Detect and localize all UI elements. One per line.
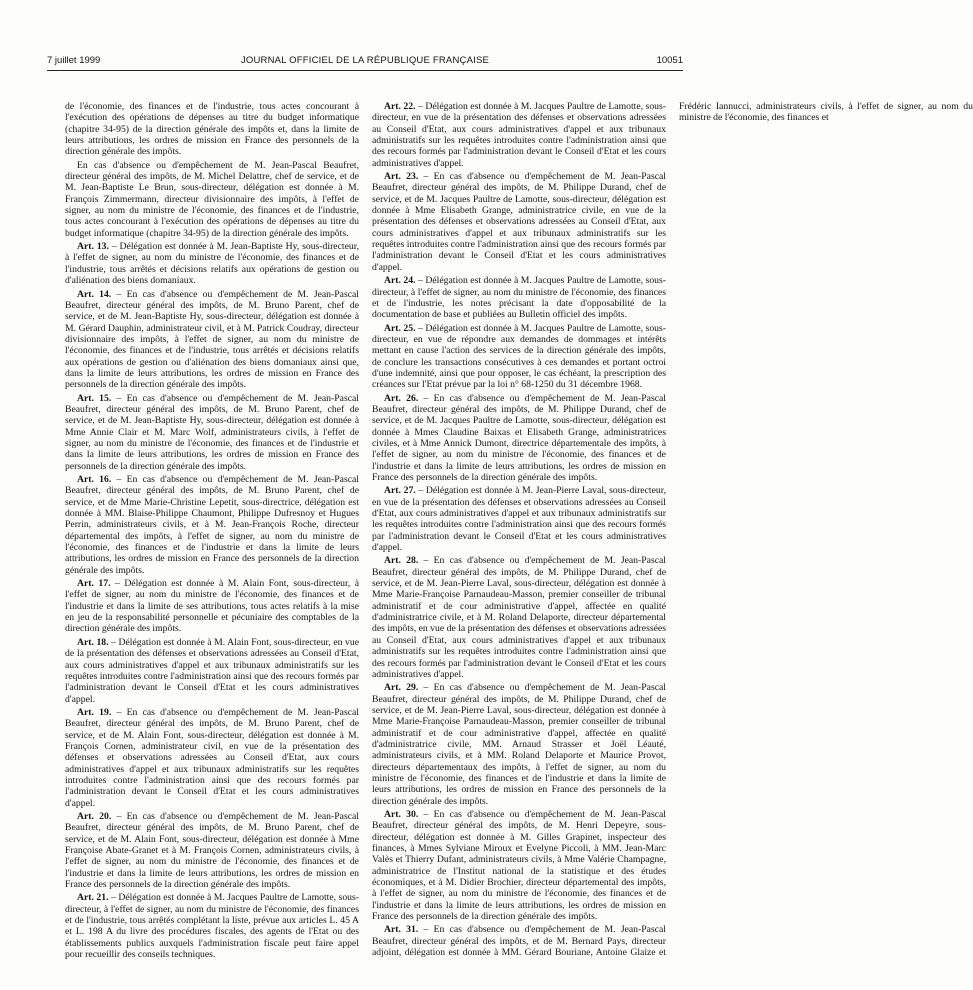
article-text: Délégation est donnée à M. Alain Font, sous-directeur, en vue de la présentation des défenses et observations adressées au Conseil d'Etat, aux cours administratives d'appel et aux tribunaux administratifs sur les requêtes introduites contre l'administration ainsi que des recours formés par l'administration devant le Conseil d'Etat et les cours administratives d'appel. [65, 636, 359, 705]
article-paragraph: Art. 26. – En cas d'absence ou d'empêchement de M. Jean-Pascal Beaufret, directeur général des impôts, de M. Philippe Durand, chef de service, et de M. Jacques Paultre de Lamotte, sous-directeur, délégation est donnée à Mmes Claudine Baixas et Elisabeth Grange, administratrices civiles, et à Mme Annick Dumont, directrice départementale des impôts, à l'effet de signer, au nom du ministre de l'économie, des finances et de l'industrie et dans la limite de leurs attributions, les ordres de mission en France des personnels de la direction générale des impôts. [372, 392, 667, 483]
article-paragraph: Art. 19. – En cas d'absence ou d'empêchement de M. Jean-Pascal Beaufret, directeur général des impôts, de M. Bruno Parent, chef de service, et de M. Alain Font, sous-directeur, délégation est donnée à M. François Cornen, administrateur civil, en vue de la présentation des défenses et observations adressées au Conseil d'Etat, aux cours administratives d'appel et aux tribunaux administratifs sur les requêtes introduites contre l'administration ainsi que des recours formés par l'administration devant le Conseil d'Etat et les cours administratives d'appel. [65, 706, 360, 809]
article-label: Art. 25. [384, 322, 416, 334]
article-text: Délégation est donnée à M. Jean-Pierre Laval, sous-directeur, en vue de la présentation des défenses et observations adressées au Conseil d'Etat, aux cours administratives d'appel et aux tribunaux administratifs sur les requêtes introduites contre l'administration ainsi que des recours formés par l'administration devant le Conseil d'Etat et les cours administratives d'appel. [372, 485, 666, 554]
article-text: En cas d'absence ou d'empêchement de M. Jean-Pascal Beaufret, directeur général des impôts, de M. Bruno Parent, chef de service, et de Mme Marie-Christine Lepetit, sous-directrice, délégation est donnée à MM. Blaise-Philippe Chaumont, Philippe Dufresnoy et Hugues Perrin, administrateurs civils, et à M. Jean-François Roche, directeur départemental des impôts, à l'effet de signer, au nom du ministre de l'économie, des finances et de l'industrie et dans la limite de leurs attributions, les ordres de mission en France des personnels de la direction générale des impôts. [65, 474, 360, 576]
article-paragraph: Art. 23. – En cas d'absence ou d'empêchement de M. Jean-Pascal Beaufret, directeur général des impôts, de M. Philippe Durand, chef de service, et de M. Jacques Paultre de Lamotte, sous-directeur, délégation est donnée à Mme Elisabeth Grange, administratrice civile, en vue de la présentation des défenses et observations adressées au Conseil d'Etat, aux cours administratives d'appel et aux tribunaux administratifs sur les requêtes introduites contre l'administration ainsi que des recours formés par l'administration devant le Conseil d'Etat et les cours administratives d'appel. [372, 171, 667, 273]
page-number: 10051 [656, 55, 683, 66]
article-label: Art. 29. [384, 682, 419, 694]
article-columns [65, 101, 973, 981]
page-header [47, 54, 683, 68]
article-paragraph: Art. 16. – En cas d'absence ou d'empêchement de M. Jean-Pascal Beaufret, directeur général des impôts, de M. Bruno Parent, chef de service, et de Mme Marie-Christine Lepetit, sous-directrice, délégation est donnée à MM. Blaise-Philippe Chaumont, Philippe Dufresnoy et Hugues Perrin, administrateurs civils, et à M. Jean-François Roche, directeur départemental des impôts, à l'effet de signer, au nom du ministre de l'économie, des finances et de l'industrie et dans la limite de leurs attributions, les ordres de mission en France des personnels de la direction générale des impôts. [65, 474, 360, 576]
header-rule [47, 70, 683, 71]
article-paragraph: Art. 22. – Délégation est donnée à M. Jacques Paultre de Lamotte, sous-directeur, en vue de la présentation des défenses et observations adressées au Conseil d'Etat, aux cours administratives d'appel et aux tribunaux administratifs sur les requêtes introduites contre l'administration ainsi que des recours formés par l'administration devant le Conseil d'Etat et les cours administratives d'appel. [372, 101, 667, 169]
article-paragraph: Art. 27. – Délégation est donnée à M. Jean-Pierre Laval, sous-directeur, en vue de la présentation des défenses et observations adressées au Conseil d'Etat, aux cours administratives d'appel et aux tribunaux administratifs sur les requêtes introduites contre l'administration ainsi que des recours formés par l'administration devant le Conseil d'Etat et les cours administratives d'appel. [372, 485, 666, 554]
article-text: En cas d'absence ou d'empêchement de M. Jean-Pascal Beaufret, directeur général des impôts, de M. Henri Depeyre, sous-directeur, délégation est donnée à M. Gilles Grapinet, inspecteur des finances, à Mmes Sylviane Miroux et Evelyne Piccoli, à MM. Jean-Marc Valès et Thierry Dufant, administrateurs civils, à Mme Valérie Champagne, administratrice de l'Institut national de la statistique et des études économiques, et à M. Didier Brochier, directeur départemental des impôts, à l'effet de signer, au nom du ministre de l'économie, des finances et de l'industrie et dans la limite de leurs attributions, les ordres de mission en France des personnels de la direction générale des impôts. [372, 808, 667, 923]
article-text: En cas d'absence ou d'empêchement de M. Jean-Pascal Beaufret, directeur général des impôts, de M. Bruno Parent, chef de service, et de M. Jean-Baptiste Hy, sous-directeur, délégation est donnée à M. Gérard Dauphin, administrateur civil, et à M. Patrick Coudray, directeur divisionnaire des impôts, à l'effet de signer, au nom du ministre de l'économie, des finances et de l'industrie, tous arrêtés et décisions relatifs aux opérations de gestion ou d'aliénation des biens domaniaux ainsi que, dans la limite de leurs attributions, les ordres de mission en France des personnels de la direction générale des impôts. [65, 288, 360, 391]
article-label: Art. 14. [77, 288, 112, 300]
article-text: En cas d'absence ou d'empêchement de M. Jean-Pascal Beaufret, directeur général des impôts, de M. Bruno Parent, chef de service, et de M. Alain Font, sous-directeur, délégation est donnée à Mme Françoise Abate-Granet et à M. François Cornen, administrateurs civils, à l'effet de signer, au nom du ministre de l'économie, des finances et de l'industrie et dans la limite de leurs attributions, les ordres de mission en France des personnels de la direction générale des impôts. [65, 810, 360, 891]
article-paragraph: Art. 21. – Délégation est donnée à M. Jacques Paultre de Lamotte, sous-directeur, à l'effet de signer, au nom du ministre de l'économie, des finances et de l'industrie, tous arrêtés complétant la liste, prévue aux articles L. 45 A et L. 198 A du livre des procédures fiscales, des agents de l'Etat ou des établissements publics auxquels l'administration fiscale peut faire appel pour recueillir des conseils techniques. [65, 892, 360, 961]
article-paragraph: Art. 31. – En cas d'absence ou d'empêchement de M. Jean-Pascal Beaufret, directeur général des impôts, et de M. Bernard Pays, directeur adjoint, délégation est donnée à MM. Gérard Bouriane, Antoine Glaize et Frédéric Iannucci, administrateurs civils, à l'effet de signer, au nom du ministre de l'économie, des finances et [372, 101, 973, 959]
article-label: Art. 13. [77, 241, 109, 253]
article-paragraph: Art. 20. – En cas d'absence ou d'empêchement de M. Jean-Pascal Beaufret, directeur général des impôts, de M. Bruno Parent, chef de service, et de M. Alain Font, sous-directeur, délégation est donnée à Mme Françoise Abate-Granet et à M. François Cornen, administrateurs civils, à l'effet de signer, au nom du ministre de l'économie, des finances et de l'industrie et dans la limite de leurs attributions, les ordres de mission en France des personnels de la direction générale des impôts. [65, 810, 360, 891]
article-paragraph: Art. 18. – Délégation est donnée à M. Alain Font, sous-directeur, en vue de la présentation des défenses et observations adressées au Conseil d'Etat, aux cours administratives d'appel et aux tribunaux administratifs sur les requêtes introduites contre l'administration ainsi que des recours formés par l'administration devant le Conseil d'Etat et les cours administratives d'appel. [65, 636, 359, 705]
article-text: En cas d'absence ou d'empêchement de M. Jean-Pascal Beaufret, directeur général des impôts, de M. Philippe Durand, chef de service, et de M. Jacques Paultre de Lamotte, sous-directeur, délégation est donnée à Mme Elisabeth Grange, administratrice civile, en vue de la présentation des défenses et observations adressées au Conseil d'Etat, aux cours administratives d'appel et aux tribunaux administratifs sur les requêtes introduites contre l'administration ainsi que des recours formés par l'administration devant le Conseil d'Etat et les cours administratives d'appel. [372, 171, 667, 273]
paragraph [65, 160, 359, 239]
article-text: En cas d'absence ou d'empêchement de M. Jean-Pascal Beaufret, directeur général des impôts, de M. Philippe Durand, chef de service, et de M. Jean-Pierre Laval, sous-directeur, délégation est donnée à Mme Marie-Françoise Parnaudeau-Masson, premier conseiller de tribunal administratif et de cour administrative d'appel, affectée en qualité d'administratrice civile, et à M. Roland Delaporte, directeur départemental des impôts, en vue de la présentation des défenses et observations adressées au Conseil d'Etat, aux cours administratives d'appel et aux tribunaux administratifs sur les requêtes introduites contre l'administration ainsi que des recours formés par l'administration devant le Conseil d'Etat et les cours administratives d'appel. [372, 555, 667, 680]
article-paragraph: Art. 17. – Délégation est donnée à M. Alain Font, sous-directeur, à l'effet de signer, au nom du ministre de l'économie, des finances et de l'industrie et dans la limite de ses attributions, tous actes relatifs à la mise en jeu de la responsabilité personnelle et pécuniaire des comptables de la direction générale des impôts. [65, 578, 359, 635]
article-label: Art. 26. [384, 392, 419, 404]
article-text: Délégation est donnée à M. Jacques Paultre de Lamotte, sous-directeur, à l'effet de signer, au nom du ministre de l'économie, des finances et de l'industrie, tous arrêtés complétant la liste, prévue aux articles L. 45 A et L. 198 A du livre des procédures fiscales, des agents de l'Etat ou des établissements publics auxquels l'administration fiscale peut faire appel pour recueillir des conseils techniques. [65, 892, 360, 961]
article-label: Art. 16. [77, 474, 112, 485]
article-text: En cas d'absence ou d'empêchement de M. Jean-Pascal Beaufret, directeur général des impôts, de M. Philippe Durand, chef de service, et de M. Jacques Paultre de Lamotte, sous-directeur, délégation est donnée à Mmes Claudine Baixas et Elisabeth Grange, administratrices civiles, et à Mme Annick Dumont, directrice départementale des impôts, à l'effet de signer, au nom du ministre de l'économie, des finances et de l'industrie et dans la limite de leurs attributions, les ordres de mission en France des personnels de la direction générale des impôts. [372, 392, 667, 483]
article-label: Art. 17. [77, 578, 111, 590]
article-text: Délégation est donnée à M. Jean-Baptiste Hy, sous-directeur, à l'effet de signer, au nom du ministre de l'économie, des finances et de l'industrie, tous arrêtés et décisions relatifs aux opérations de gestion ou d'aliénation des biens domaniaux. [65, 241, 359, 287]
article-label: Art. 22. [384, 101, 416, 112]
article-label: Art. 28. [384, 555, 419, 567]
article-paragraph: Art. 24. – Délégation est donnée à M. Jacques Paultre de Lamotte, sous-directeur, à l'effet de signer, au nom du ministre de l'économie, des finances et de l'industrie, les notes précisant la date d'opposabilité de la documentation de base et publiées au Bulletin officiel des impôts. [372, 275, 667, 321]
article-text: En cas d'absence ou d'empêchement de M. Jean-Pascal Beaufret, directeur général des impôts, de M. Bruno Parent, chef de service, et de M. Alain Font, sous-directeur, délégation est donnée à M. François Cornen, administrateur civil, en vue de la présentation des défenses et observations adressées au Conseil d'Etat, aux cours administratives d'appel et aux tribunaux administratifs sur les requêtes introduites contre l'administration ainsi que des recours formés par l'administration devant le Conseil d'Etat et les cours administratives d'appel. [65, 706, 360, 809]
article-label: Art. 24. [384, 275, 416, 287]
article-label: Art. 19. [77, 706, 112, 718]
paragraph [65, 101, 359, 158]
article-paragraph: Art. 15. – En cas d'absence ou d'empêchement de M. Jean-Pascal Beaufret, directeur général des impôts, de M. Bruno Parent, chef de service, et de M. Jean-Baptiste Hy, sous-directeur, délégation est donnée à Mme Annie Clair et M. Marc Wolf, administrateurs civils, à l'effet de signer, au nom du ministre de l'économie, des finances et de l'industrie et dans la limite de leurs attributions, les ordres de mission en France des personnels de la direction générale des impôts. [65, 392, 360, 472]
article-paragraph: Art. 30. – En cas d'absence ou d'empêchement de M. Jean-Pascal Beaufret, directeur général des impôts, de M. Henri Depeyre, sous-directeur, délégation est donnée à M. Gilles Grapinet, inspecteur des finances, à Mmes Sylviane Miroux et Evelyne Piccoli, à MM. Jean-Marc Valès et Thierry Dufant, administrateurs civils, à Mme Valérie Champagne, administratrice de l'Institut national de la statistique et des études économiques, et à M. Didier Brochier, directeur départemental des impôts, à l'effet de signer, au nom du ministre de l'économie, des finances et de l'industrie et dans la limite de leurs attributions, les ordres de mission en France des personnels de la direction générale des impôts. [372, 808, 667, 923]
article-text: Délégation est donnée à M. Alain Font, sous-directeur, à l'effet de signer, au nom du ministre de l'économie, des finances et de l'industrie et dans la limite de ses attributions, tous actes relatifs à la mise en jeu de la responsabilité personnelle et pécuniaire des comptables de la direction générale des impôts. [65, 578, 359, 635]
header-date: 7 juillet 1999 [47, 55, 101, 66]
article-text: Délégation est donnée à M. Jacques Paultre de Lamotte, sous-directeur, à l'effet de signer, au nom du ministre de l'économie, des finances et de l'industrie, les notes précisant la date d'opposabilité de la documentation de base et publiées au Bulletin officiel des impôts. [372, 275, 667, 321]
article-text: En cas d'absence ou d'empêchement de M. Jean-Pascal Beaufret, directeur général des impôts, de M. Bruno Parent, chef de service, et de M. Jean-Baptiste Hy, sous-directeur, délégation est donnée à Mme Annie Clair et M. Marc Wolf, administrateurs civils, à l'effet de signer, au nom du ministre de l'économie, des finances et de l'industrie et dans la limite de leurs attributions, les ordres de mission en France des personnels de la direction générale des impôts. [65, 392, 360, 472]
article-label: Art. 15. [77, 392, 112, 404]
article-label: Art. 30. [384, 808, 419, 820]
article-label: Art. 27. [384, 485, 416, 497]
article-text: Délégation est donnée à M. Jacques Paultre de Lamotte, sous-directeur, en vue de répondre aux demandes de dommages et intérêts mettant en cause l'action des services de la direction générale des impôts, de conclure les transactions consécutives à ces demandes et portant octroi d'une indemnité, ainsi que pour opposer, le cas échéant, la prescription des créances sur l'Etat prévue par la loi n° 68-1250 du 31 décembre 1968. [372, 322, 667, 391]
article-text: Délégation est donnée à M. Jacques Paultre de Lamotte, sous-directeur, en vue de la présentation des défenses et observations adressées au Conseil d'Etat, aux cours administratives d'appel et aux tribunaux administratifs sur les requêtes introduites contre l'administration ainsi que des recours formés par l'administration devant le Conseil d'Etat et les cours administratives d'appel. [372, 101, 667, 169]
paragraph-text: de l'économie, des finances et de l'industrie, tous actes concourant à l'exécution des opérations de dépenses au titre du budget informatique (chapitre 34-95) de la direction générale des impôts et, dans la limite de leurs attributions, les ordres de mission en France des personnels de la direction générale des impôts. [65, 101, 359, 158]
journal-title: JOURNAL OFFICIEL DE LA RÉPUBLIQUE FRANÇAISE [240, 55, 490, 66]
article-label: Art. 21. [77, 892, 109, 904]
article-text: En cas d'absence ou d'empêchement de M. Jean-Pascal Beaufret, directeur général des impôts, et de M. Bernard Pays, directeur adjoint, délégation est donnée à MM. Gérard Bouriane, Antoine Glaize et Frédéric Iannucci, administrateurs civils, à l'effet de signer, au nom du ministre de l'économie, des finances et [372, 101, 973, 959]
article-label: Art. 23. [384, 171, 419, 183]
article-label: Art. 18. [77, 636, 109, 648]
article-label: Art. 20. [77, 810, 112, 822]
article-paragraph: Art. 14. – En cas d'absence ou d'empêchement de M. Jean-Pascal Beaufret, directeur général des impôts, de M. Bruno Parent, chef de service, et de M. Jean-Baptiste Hy, sous-directeur, délégation est donnée à M. Gérard Dauphin, administrateur civil, et à M. Patrick Coudray, directeur divisionnaire des impôts, à l'effet de signer, au nom du ministre de l'économie, des finances et de l'industrie, tous arrêtés et décisions relatifs aux opérations de gestion ou d'aliénation des biens domaniaux ainsi que, dans la limite de leurs attributions, les ordres de mission en France des personnels de la direction générale des impôts. [65, 288, 360, 391]
article-paragraph: Art. 28. – En cas d'absence ou d'empêchement de M. Jean-Pascal Beaufret, directeur général des impôts, de M. Philippe Durand, chef de service, et de M. Jean-Pierre Laval, sous-directeur, délégation est donnée à Mme Marie-Françoise Parnaudeau-Masson, premier conseiller de tribunal administratif et de cour administrative d'appel, affectée en qualité d'administratrice civile, et à M. Roland Delaporte, directeur départemental des impôts, en vue de la présentation des défenses et observations adressées au Conseil d'Etat, aux cours administratives d'appel et aux tribunaux administratifs sur les requêtes introduites contre l'administration ainsi que des recours formés par l'administration devant le Conseil d'Etat et les cours administratives d'appel. [372, 555, 667, 680]
article-paragraph: Art. 29. – En cas d'absence ou d'empêchement de M. Jean-Pascal Beaufret, directeur général des impôts, de M. Philippe Durand, chef de service, et de M. Jean-Pierre Laval, sous-directeur, délégation est donnée à Mme Marie-Françoise Parnaudeau-Masson, premier conseiller de tribunal administratif et de cour administrative d'appel, affectée en qualité d'administratrice civile, MM. Arnaud Strasser et Joël Léauté, administrateurs civils, et à MM. Roland Delaporte et Maurice Provot, directeurs départementaux des impôts, à l'effet de signer, au nom du ministre de l'économie, des finances et de l'industrie et dans la limite de leurs attributions, les ordres de mission en France des personnels de la direction générale des impôts. [372, 682, 667, 807]
article-text: En cas d'absence ou d'empêchement de M. Jean-Pascal Beaufret, directeur général des impôts, de M. Philippe Durand, chef de service, et de M. Jean-Pierre Laval, sous-directeur, délégation est donnée à Mme Marie-Françoise Parnaudeau-Masson, premier conseiller de tribunal administratif et de cour administrative d'appel, affectée en qualité d'administratrice civile, MM. Arnaud Strasser et Joël Léauté, administrateurs civils, et à MM. Roland Delaporte et Maurice Provot, directeurs départementaux des impôts, à l'effet de signer, au nom du ministre de l'économie, des finances et de l'industrie et dans la limite de leurs attributions, les ordres de mission en France des personnels de la direction générale des impôts. [372, 682, 667, 807]
article-paragraph: Art. 25. – Délégation est donnée à M. Jacques Paultre de Lamotte, sous-directeur, en vue de répondre aux demandes de dommages et intérêts mettant en cause l'action des services de la direction générale des impôts, de conclure les transactions consécutives à ces demandes et portant octroi d'une indemnité, ainsi que pour opposer, le cas échéant, la prescription des créances sur l'Etat prévue par la loi n° 68-1250 du 31 décembre 1968. [372, 322, 667, 391]
paragraph-text: En cas d'absence ou d'empêchement de M. Jean-Pascal Beaufret, directeur général des impôts, de M. Michel Delattre, chef de service, et de M. Jean-Baptiste Le Brun, sous-directeur, délégation est donnée à M. François Zimmermann, directeur divisionnaire des impôts, à l'effet de signer, au nom du ministre de l'économie, des finances et de l'industrie, tous actes concourant à l'exécution des opérations de dépenses au titre du budget informatique (chapitre 34-95) de la direction générale des impôts. [65, 159, 359, 239]
article-label: Art. 31. [384, 924, 419, 936]
article-paragraph: Art. 13. – Délégation est donnée à M. Jean-Baptiste Hy, sous-directeur, à l'effet de signer, au nom du ministre de l'économie, des finances et de l'industrie, tous arrêtés et décisions relatifs aux opérations de gestion ou d'aliénation des biens domaniaux. [65, 241, 359, 287]
